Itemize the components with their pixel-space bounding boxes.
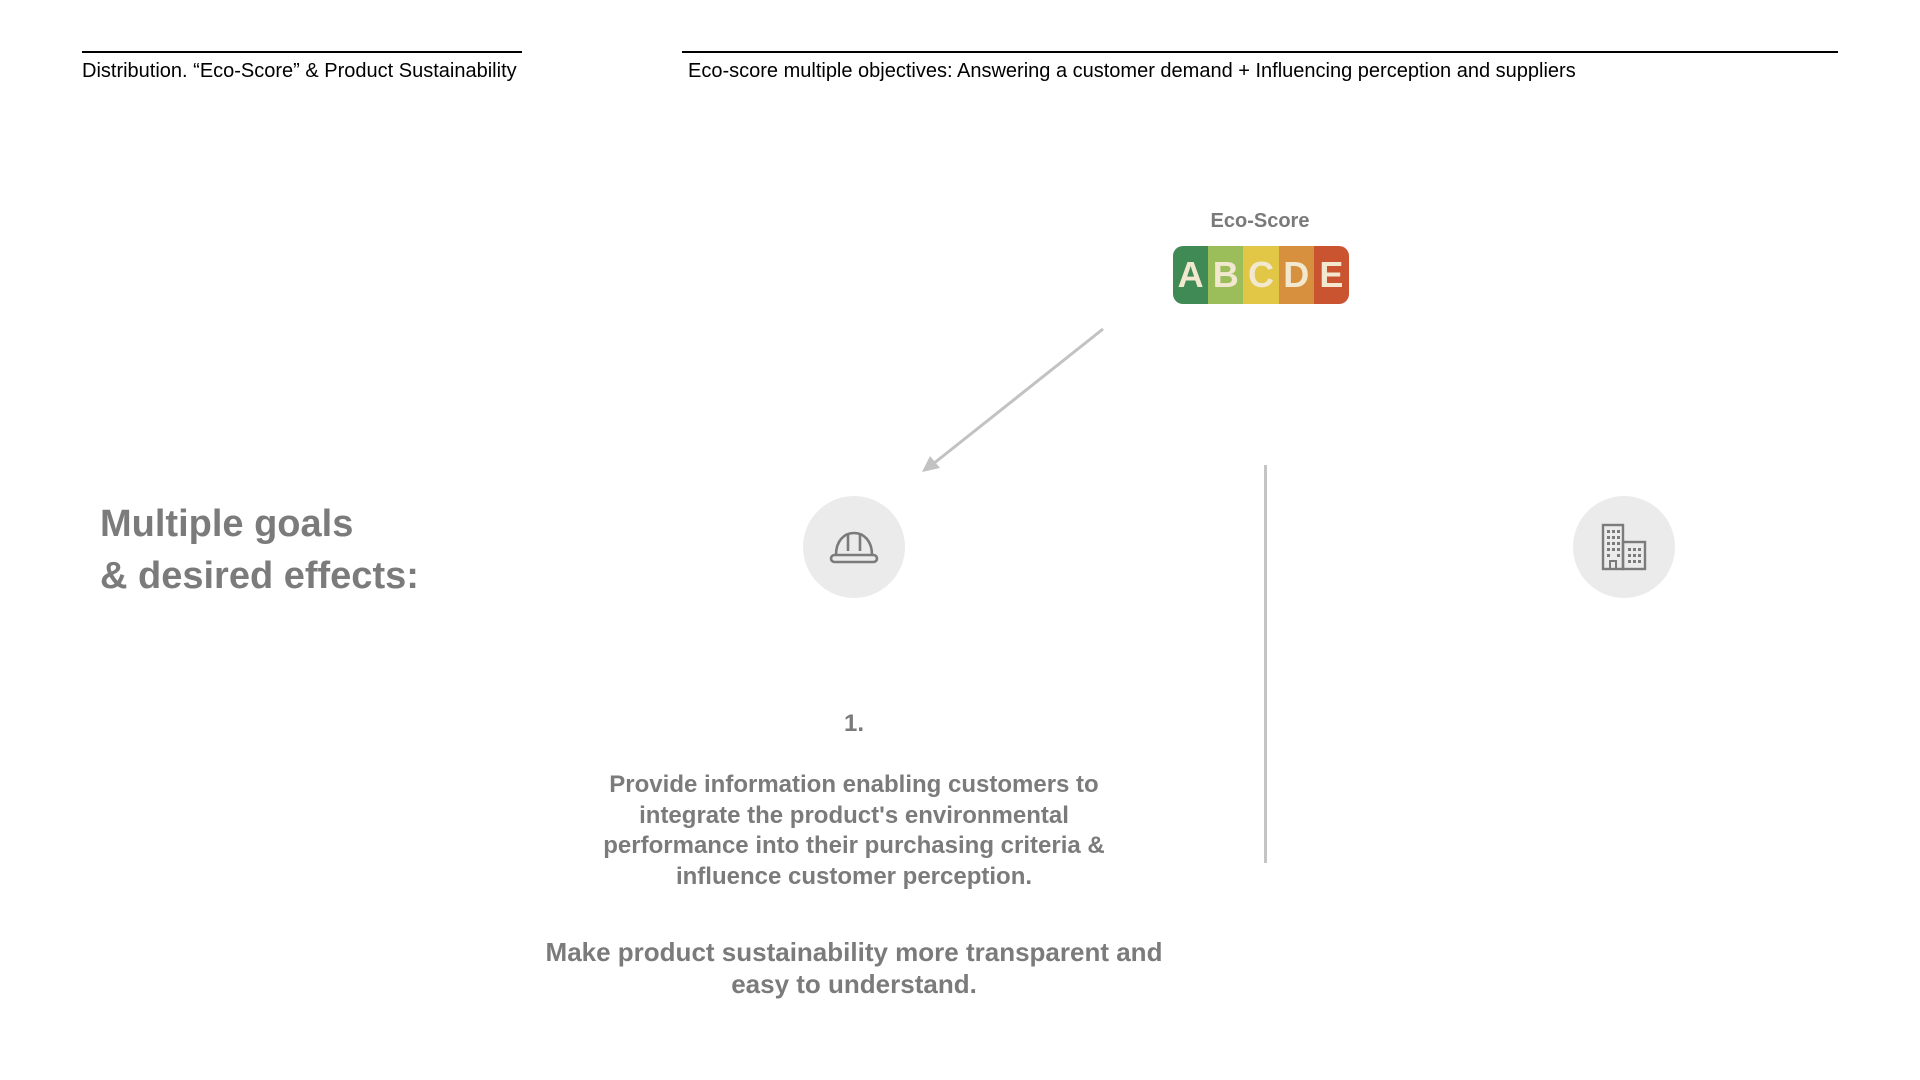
goals-heading-line1: Multiple goals	[100, 503, 354, 545]
goal1-summary: Make product sustainability more transparent and easy to understand.	[545, 937, 1163, 999]
eco-grade-b: B	[1208, 246, 1243, 304]
goal2-icon-circle	[1573, 496, 1675, 598]
goal1-number: 1.	[843, 710, 864, 737]
hard-hat-icon	[828, 527, 880, 567]
building-icon	[1599, 522, 1649, 572]
goals-heading	[100, 498, 419, 602]
goals-heading-line2: & desired effects:	[100, 555, 419, 597]
eco-grade-c: C	[1243, 246, 1278, 304]
goal1-description: Provide information enabling customers to integrate the product's environmental performance into their purchasing criteria & influence customer perception.	[603, 771, 1105, 890]
eco-grade-d: D	[1279, 246, 1314, 304]
arrow-icon	[900, 320, 1120, 480]
eco-score-badge	[1173, 246, 1349, 304]
eco-grade-a: A	[1173, 246, 1208, 304]
header-left-rule	[82, 51, 522, 53]
eco-grade-e: E	[1314, 246, 1349, 304]
header-right-rule	[682, 51, 1838, 53]
goal1-icon-circle	[803, 496, 905, 598]
column-divider	[1264, 465, 1267, 863]
header-right-title: Eco-score multiple objectives: Answering a customer demand + Influencing perception and suppliers	[688, 60, 1576, 82]
eco-score-label: Eco-Score	[1210, 210, 1310, 232]
header-left-title: Distribution. “Eco-Score” & Product Sustainability	[82, 60, 517, 82]
